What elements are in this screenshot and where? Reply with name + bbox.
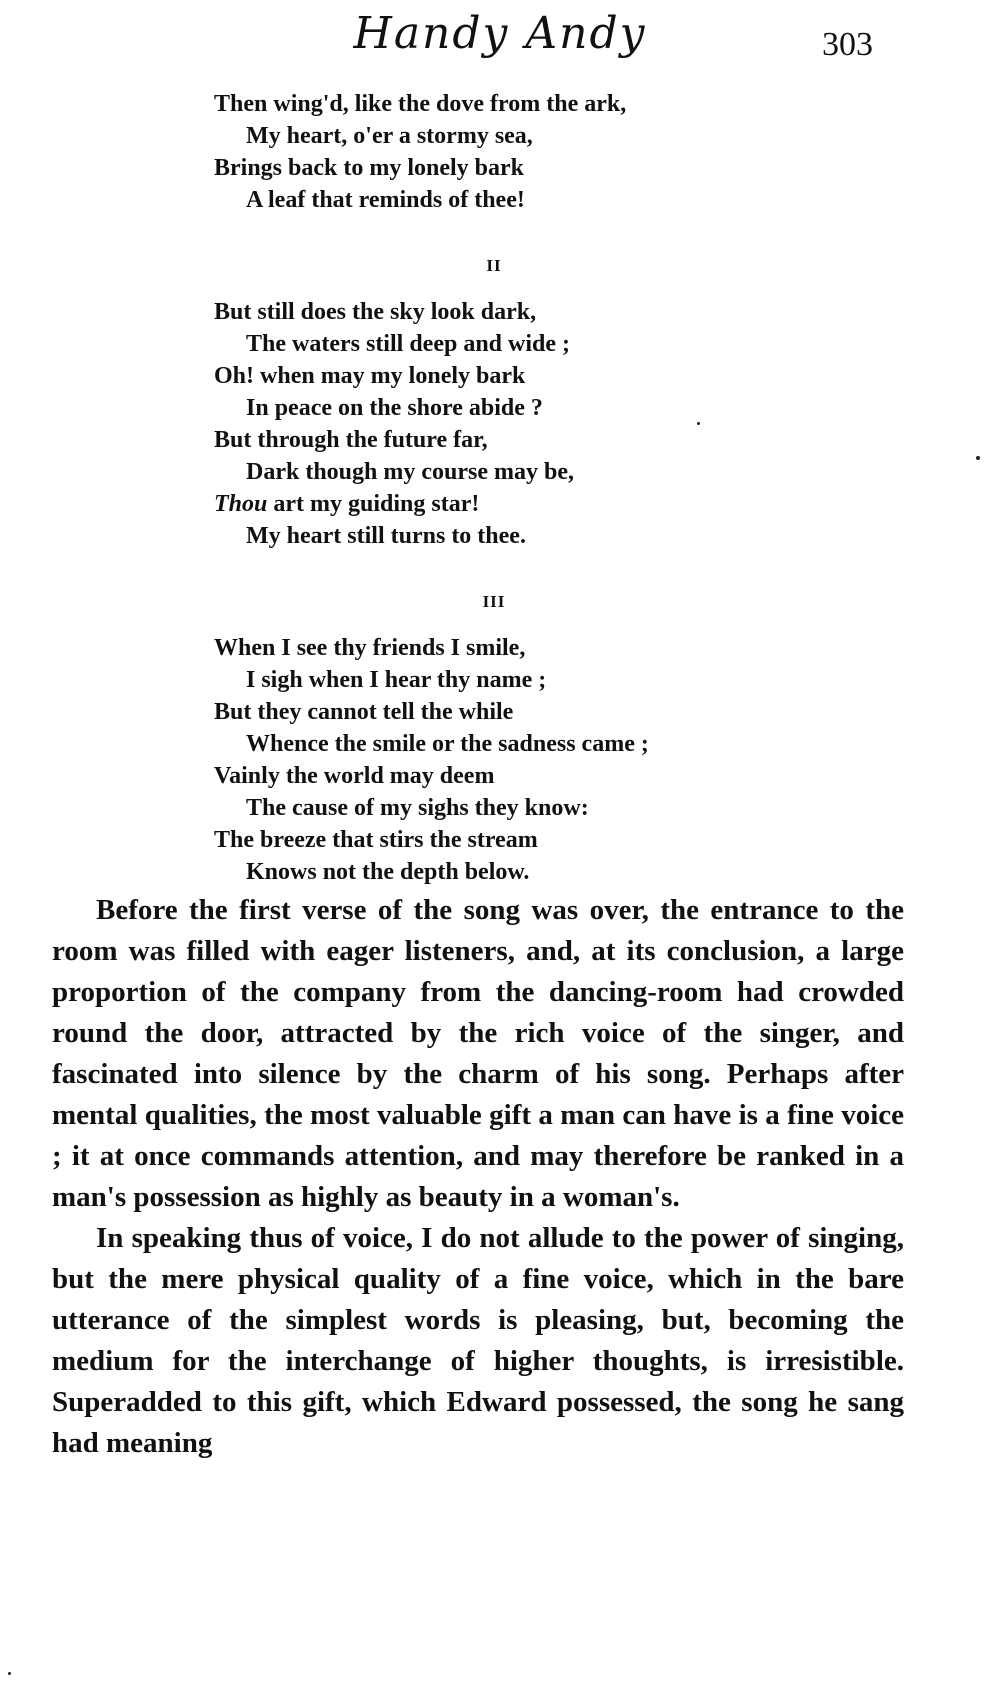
poem-line: My heart still turns to thee. xyxy=(246,523,526,549)
poem-line: Brings back to my lonely bark xyxy=(214,155,525,181)
poem xyxy=(214,88,774,888)
poem-line: But still does the sky look dark, xyxy=(214,299,537,325)
poem-line: I sigh when I hear thy name ; xyxy=(246,667,547,693)
poem-line: My heart, o'er a stormy sea, xyxy=(246,123,533,149)
stanza-3 xyxy=(214,632,774,888)
print-speck xyxy=(8,1672,11,1675)
running-title: Handy Andy xyxy=(353,8,647,59)
paragraph: In speaking thus of voice, I do not allude to the power of singing, but the mere physical quality of a fine voice, which in the bare utterance of the simplest words is pleasing, but, becoming the medium for the interchange of higher thoughts, is irresistible. Superadded to this gift, which Edward possessed, the song he sang had meaning xyxy=(52,1222,904,1459)
poem-line: But they cannot tell the while xyxy=(214,699,514,725)
poem-line: But through the future far, xyxy=(214,427,488,453)
poem-line xyxy=(214,488,774,520)
poem-line: Knows not the depth below. xyxy=(246,859,530,885)
poem-line-rest: art my guiding star! xyxy=(273,491,480,517)
poem-line: The waters still deep and wide ; xyxy=(246,331,570,357)
poem-line: In peace on the shore abide ? xyxy=(246,395,543,421)
stanza-2 xyxy=(214,296,774,552)
print-speck xyxy=(697,422,700,425)
poem-line: When I see thy friends I smile, xyxy=(214,635,526,661)
poem-line: A leaf that reminds of thee! xyxy=(246,187,525,213)
poem-line: Vainly the world may deem xyxy=(214,763,495,789)
page-number: 303 xyxy=(822,26,873,63)
poem-line: Then wing'd, like the dove from the ark, xyxy=(214,91,627,117)
poem-line: Oh! when may my lonely bark xyxy=(214,363,526,389)
poem-line: The breeze that stirs the stream xyxy=(214,827,538,853)
stanza-1 xyxy=(214,88,774,216)
body-text xyxy=(52,890,904,1464)
print-speck xyxy=(976,456,980,460)
paragraph: Before the first verse of the song was over, the entrance to the room was filled with eager listeners, and, at its conclusion, a large proportion of the company from the dancing-room had crowded round the door, attracted by the rich voice of the singer, and fascinated into silence by the charm of his song. Perhaps after mental qualities, the most valuable gift a man can have is a fine voice ; it at once commands attention, and may therefore be ranked in a man's possession as highly as beauty in a woman's. xyxy=(52,894,904,1213)
stanza-numeral: II xyxy=(486,256,502,275)
italic-word: Thou xyxy=(214,491,268,517)
poem-line: Whence the smile or the sadness came ; xyxy=(246,731,649,757)
poem-line: The cause of my sighs they know: xyxy=(246,795,589,821)
stanza-numeral: III xyxy=(482,592,506,611)
poem-line: Dark though my course may be, xyxy=(246,459,574,485)
